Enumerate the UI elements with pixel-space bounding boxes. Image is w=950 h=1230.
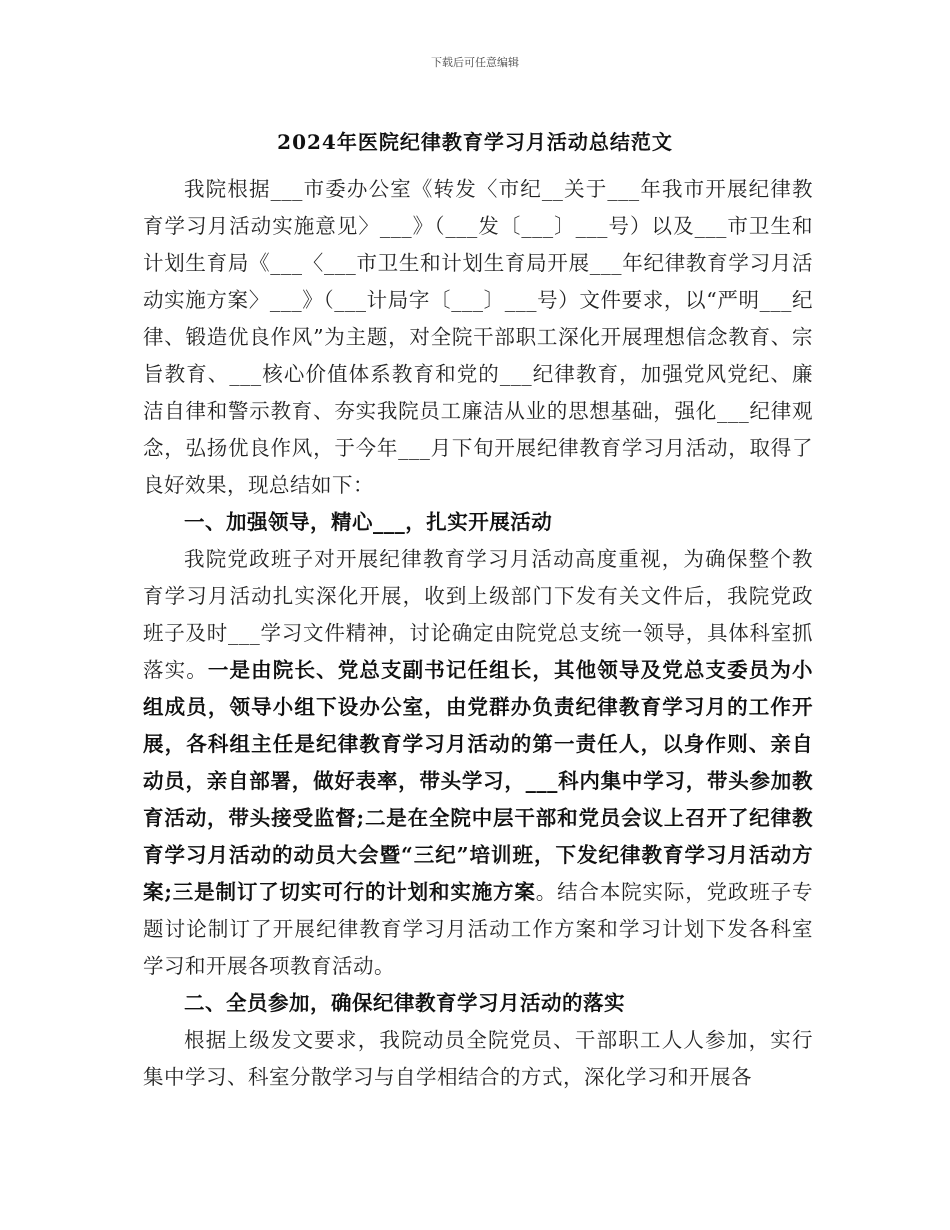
section-1-paragraph [143,541,813,985]
section-heading-1: 一、加强领导，精心___，扎实开展活动 [184,510,553,534]
section-2-paragraph: 根据上级发文要求，我院动员全院党员、干部职工人人参加，实行集中学习、科室分散学习与自学相结合的方式，深化学习和开展各 [143,1028,813,1089]
document-body [143,171,813,1096]
intro-paragraph: 我院根据___市委办公室《转发〈市纪__关于___年我市开展纪律教育学习月活动实施意见〉___》（___发〔___〕___号）以及___市卫生和计划生育局《___〈___市卫生和计划生育局开展___年纪律教育学习月活动实施方案〉___》（___计局字〔___〕___号）文件要求，以“严明___纪律、锻造优良作风”为主题，对全院干部职工深化开展理想信念教育、宗旨教育、___核心价值体系教育和党的___纪律教育，加强党风党纪、廉洁自律和警示教育、夯实我院员工廉洁从业的思想基础，强化___纪律观念，弘扬优良作风，于今年___月下旬开展纪律教育学习月活动，取得了良好效果，现总结如下： [143,177,813,497]
section-1-bold-text: 一是由院长、党总支副书记任组长，其他领导及党总支委员为小组成员，领导小组下设办公室，由党群办负责纪律教育学习月的工作开展，各科组主任是纪律教育学习月活动的第一责任人，以身作则、亲自动员，亲自部署，做好表率，带头学习，___科内集中学习，带头参加教育活动，带头接受监督;二是在全院中层干部和党员会议上召开了纪律教育学习月活动的动员大会暨“三纪”培训班，下发纪律教育学习月活动方案;三是制订了切实可行的计划和实施方案 [143,658,814,904]
section-heading-2: 二、全员参加，确保纪律教育学习月活动的落实 [184,991,625,1015]
section-1-lead-text: 我院党政班子对开展纪律教育学习月活动高度重视，为确保整个教育学习月活动扎实深化开展，收到上级部门下发有关文件后，我院党政班子及时___学习文件精神，讨论确定由院党总支统一领导，具体科室抓落实。 [143,547,813,682]
document-title: 2024年医院纪律教育学习月活动总结范文 [277,130,673,154]
section-1-tail-text: 。结合本院实际，党政班子专题讨论制订了开展纪律教育学习月活动工作方案和学习计划下发各科室学习和开展各项教育活动。 [143,880,813,978]
header-note: 下载后可任意编辑 [431,56,519,69]
